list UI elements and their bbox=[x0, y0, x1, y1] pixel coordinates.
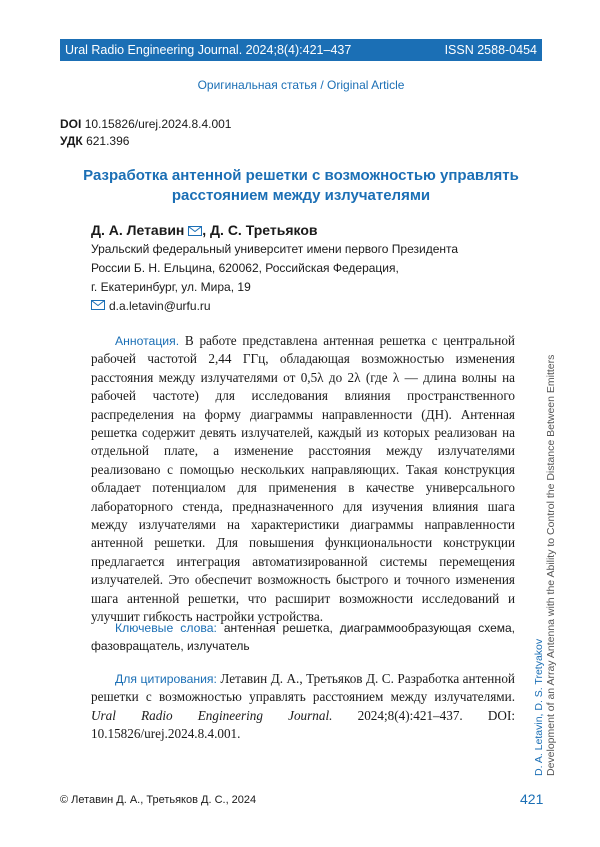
article-type: Оригинальная статья / Original Article bbox=[60, 78, 542, 92]
article-title: Разработка антенной решетки с возможностью управлять расстоянием между излучателями bbox=[60, 166, 542, 206]
doi-label: DOI bbox=[60, 117, 81, 131]
journal-header-bar bbox=[60, 39, 542, 61]
abstract bbox=[91, 332, 515, 627]
running-side-header bbox=[533, 326, 557, 776]
citation-text-before: Летавин Д. А., Третьяков Д. С. Разработка антенной решетки с возможностью управлять расстоянием между излучателями. bbox=[91, 671, 515, 704]
authors bbox=[91, 222, 318, 239]
identifiers bbox=[60, 116, 231, 150]
udk-line bbox=[60, 133, 231, 150]
side-authors: D. A. Letavin, D. S. Tretyakov bbox=[533, 326, 545, 776]
author-second: , Д. С. Третьяков bbox=[202, 222, 317, 238]
affiliation-line: г. Екатеринбург, ул. Мира, 19 bbox=[91, 278, 511, 297]
issn: ISSN 2588-0454 bbox=[445, 43, 537, 57]
udk-label: УДК bbox=[60, 134, 83, 148]
keywords-label: Ключевые слова: bbox=[115, 621, 217, 635]
side-title: Development of an Array Antenna with the Ability to Control the Distance Between Emitters bbox=[545, 326, 557, 776]
citation bbox=[91, 670, 515, 744]
citation-label: Для цитирования: bbox=[115, 672, 217, 686]
email-line bbox=[91, 297, 511, 316]
abstract-text: В работе представлена антенная решетка с центральной рабочей частотой 2,44 ГГц, обладающая возможностью изменения расстояния между излучателями от 0,5λ до 2λ (где λ — длина волны на рабочей частоте) для исследования влияния пространственного распределения на форму диаграммы направленности (ДН). Антенная решетка содержит девять излучателей, каждый из которых реализован на отдельной плате, а изменение расстояния между излучателями реализовано с помощью нескольких направляющих. Такая конструкция обладает потенциалом для применения в качестве универсального лабораторного стенда, предназначенного для изучения влияния шага между излучателями на характеристики диаграммы направленности антенной решетки. Для повышения функциональности конструкции предлагается интеграция автоматизированной системы перемещения излучателей. Это обеспечит возможность быстрого и точного изменения шага антенной решетки, что расширит возможности исследований и улучшит гибкость настройки устройства. bbox=[91, 333, 515, 624]
author-first: Д. А. Летавин bbox=[91, 222, 184, 238]
keywords-text: антенная решетка, диаграммообразующая схема, фазовращатель, излучатель bbox=[91, 621, 515, 653]
page-number: 421 bbox=[520, 791, 543, 807]
affiliation-line: России Б. Н. Ельцина, 620062, Российская Федерация, bbox=[91, 259, 511, 278]
citation-journal: Ural Radio Engineering Journal. bbox=[91, 708, 332, 723]
keywords bbox=[91, 619, 515, 655]
doi-line bbox=[60, 116, 231, 133]
affiliation bbox=[91, 240, 511, 316]
citation-text-after: 2024;8(4):421–437. DOI: 10.15826/urej.2024.8.4.001. bbox=[91, 708, 515, 741]
envelope-icon[interactable] bbox=[188, 223, 202, 239]
udk-value: 621.396 bbox=[86, 134, 129, 148]
affiliation-line: Уральский федеральный университет имени первого Президента bbox=[91, 240, 511, 259]
copyright: © Летавин Д. А., Третьяков Д. С., 2024 bbox=[60, 794, 256, 806]
abstract-label: Аннотация. bbox=[115, 334, 179, 348]
envelope-icon bbox=[91, 297, 105, 316]
email-link[interactable]: d.a.letavin@urfu.ru bbox=[109, 297, 211, 316]
doi-value[interactable]: 10.15826/urej.2024.8.4.001 bbox=[85, 117, 232, 131]
journal-citation-header: Ural Radio Engineering Journal. 2024;8(4):421–437 bbox=[65, 43, 351, 57]
